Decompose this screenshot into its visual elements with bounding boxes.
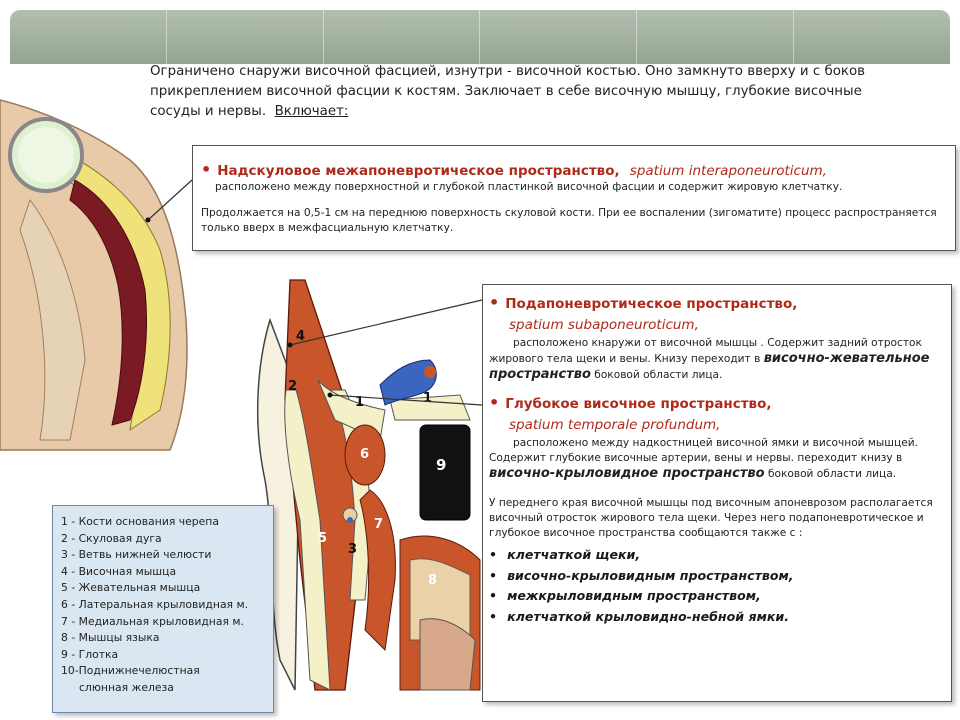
box2-s2-text-b: боковой области лица.: [767, 468, 897, 480]
legend-item: 7 - Медиальная крыловидная м.: [61, 614, 244, 628]
box1-latin: spatium interaponeuroticum,: [629, 163, 827, 179]
intro-text: Ограничено снаружи височной фасцией, изнутри - височной костью. Оно замкнуто вверху и с боков прикреплением височной фасции к костям. Заключает в себе височную мышцу, глубокие височные сосуды и нервы.: [150, 64, 866, 119]
temporal-spaces-box: [482, 284, 952, 702]
bullet-icon: •: [489, 293, 500, 312]
coronal-section-illustration: [252, 275, 482, 720]
legend-item: 8 - Мышцы языка: [61, 631, 160, 645]
list-item: • межкрыловидным пространством,: [489, 588, 761, 603]
box2-s2-latin: spatium temporale profundum,: [509, 417, 721, 433]
box2-s1-bold: височно-жевательное пространство: [489, 351, 930, 382]
box2-s2-title: Глубокое височное пространство,: [505, 396, 772, 412]
legend-item: 9 - Глотка: [61, 647, 119, 661]
legend-item: 3 - Ветвь нижней челюсти: [61, 548, 212, 562]
box2-s2-text-a: расположено между надкостницей височной ямки и височной мышцей. Содержит глубокие височные артерии, вены и нервы. переходит книзу в: [489, 437, 918, 464]
legend-box: [52, 505, 274, 713]
list-item: • клетчаткой крыловидно-небной ямки.: [489, 608, 790, 624]
box2-s1-title: Подапоневротическое пространство,: [505, 296, 798, 312]
diagram-label: 4: [296, 329, 306, 344]
bullet-icon: •: [489, 393, 500, 412]
list-item: • клетчаткой щеки,: [489, 547, 641, 562]
legend-item: 1 - Кости основания черепа: [61, 515, 219, 528]
box2-s1-text-b: боковой области лица.: [594, 369, 723, 381]
legend-item: 4 - Височная мышца: [61, 564, 177, 578]
legend-item: 5 - Жевательная мышца: [61, 581, 201, 595]
list-item: • височно-крыловидным пространством,: [489, 567, 794, 583]
box1-title: Надскуловое межапоневротическое пространство,: [217, 163, 620, 179]
diagram-label: 7: [374, 517, 384, 532]
legend-item: слюнная железа: [79, 680, 174, 694]
box2-s2-bold: височно-крыловидное пространство: [489, 466, 765, 481]
box2-s1-latin: spatium subaponeuroticum,: [509, 317, 699, 333]
legend-item: 6 - Латеральная крыловидная м.: [61, 597, 249, 611]
bullet-icon: •: [201, 160, 212, 179]
communication-list: [489, 545, 944, 627]
box1-line2: Продолжается на 0,5-1 см на переднюю поверхность скуловой кости. При ее воспалении (зигоматите) процесс распространяется только вверх в межфасциальную клетчатку.: [201, 207, 937, 234]
diagram-label: 8: [428, 573, 438, 588]
diagram-label: 6: [360, 447, 370, 462]
intro-includes-label: Включает:: [274, 104, 349, 119]
diagram-label: 2: [288, 379, 298, 394]
legend-item: 2 - Скуловая дуга: [61, 531, 162, 545]
diagram-label: 1: [423, 391, 433, 406]
diagram-label: 1: [355, 395, 365, 410]
diagram-label: 3: [348, 542, 358, 557]
diagram-label: 5: [318, 531, 328, 546]
temporal-section-illustration: [0, 100, 187, 450]
box2-s1-text-a: расположено кнаружи от височной мышцы . Содержит задний отросток жирового тела щеки и вены. Книзу переходит в: [489, 337, 922, 365]
box1-line1: расположено между поверхностной и глубокой пластинкой височной фасции и содержит жировую клетчатку.: [215, 181, 843, 193]
legend-item: 10-Поднижнечелюстная: [61, 664, 200, 678]
box2-s3-text: У переднего края височной мышцы под височным апоневрозом располагается височный отросток жирового тела щеки. Через него подапоневротическое и глубокое височное пространства сообщаются также с :: [489, 497, 933, 539]
interaponeurotic-space-box: [192, 145, 956, 251]
diagram-label: 9: [436, 456, 447, 474]
